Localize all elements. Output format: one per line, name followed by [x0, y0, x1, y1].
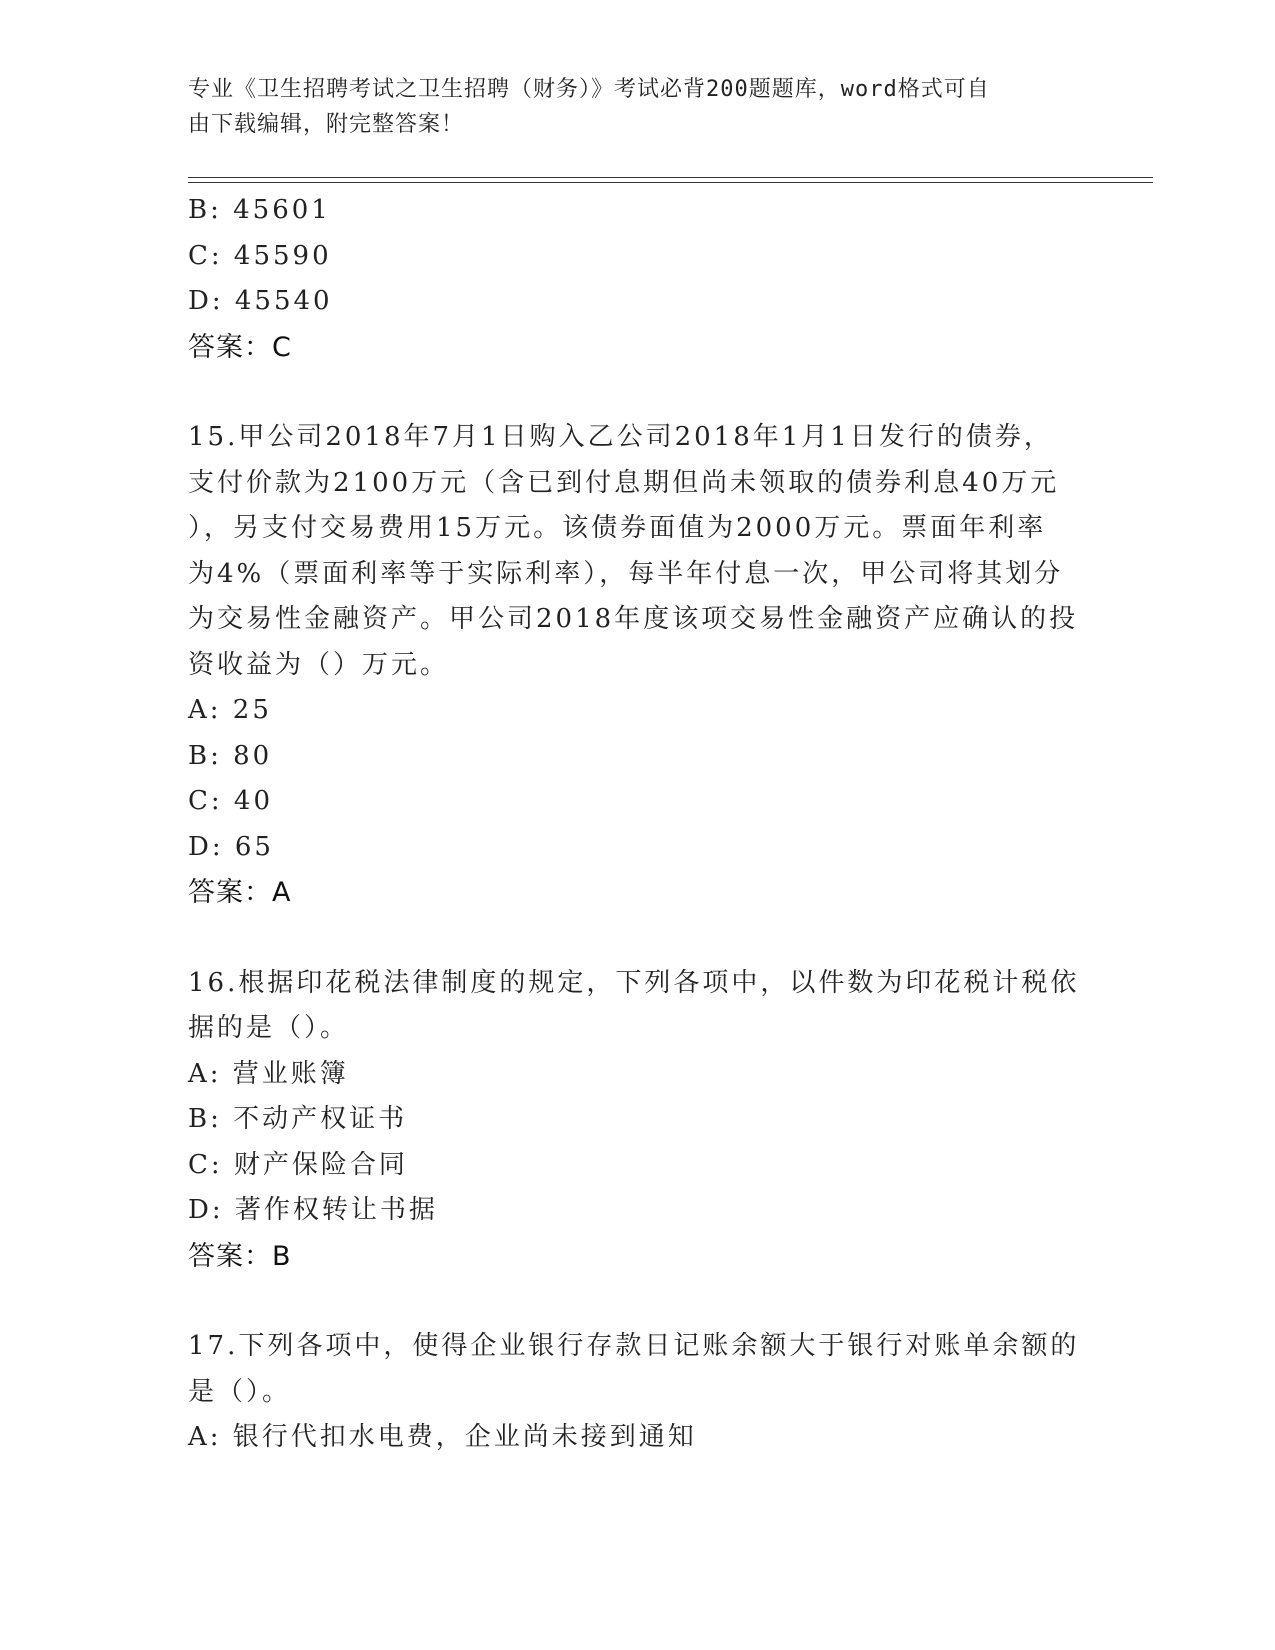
question-text-line: 支付价款为2100万元（含已到付息期但尚未领取的债券利息40万元 [188, 467, 1060, 498]
answer-line: 答案：B [188, 1240, 292, 1272]
question-16 [188, 961, 1088, 1280]
question-17 [188, 1324, 1088, 1461]
option-d: D: 65 [188, 831, 274, 862]
question-text-line: 16.根据印花税法律制度的规定，下列各项中，以件数为印花税计税依 [188, 967, 1080, 998]
question-text-line: 17.下列各项中，使得企业银行存款日记账余额大于银行对账单余额的 [188, 1331, 1080, 1361]
document-header [188, 72, 1088, 142]
answer-line: 答案：A [188, 877, 292, 908]
option-b: B: 45601 [188, 195, 331, 225]
option-b: B: 不动产权证书 [188, 1104, 408, 1134]
option-c: C: 40 [188, 786, 274, 816]
option-c: C: 45590 [188, 240, 332, 271]
question-text-line: 为交易性金融资产。甲公司2018年度该项交易性金融资产应确认的投 [188, 604, 1079, 634]
option-d: D: 45540 [188, 286, 333, 316]
question-text-line: 是（）。 [188, 1376, 292, 1407]
header-divider-top [188, 177, 1153, 178]
question-text-line: 资收益为（）万元。 [188, 649, 450, 680]
option-a: A: 银行代扣水电费，企业尚未接到通知 [188, 1422, 697, 1452]
option-c: C: 财产保险合同 [188, 1149, 408, 1180]
question-15 [188, 415, 1088, 916]
option-a: A: 25 [188, 695, 272, 725]
option-a: A: 营业账簿 [188, 1058, 349, 1089]
question-text-line: ），另支付交易费用15万元。该债券面值为2000万元。票面年利率 [188, 513, 1047, 543]
question-text-line: 为4%（票面利率等于实际利率），每半年付息一次，甲公司将其划分 [188, 558, 1064, 589]
prev-question [188, 188, 1088, 370]
question-text-line: 据的是（）。 [188, 1013, 350, 1043]
option-d: D: 著作权转让书据 [188, 1195, 438, 1225]
option-b: B: 80 [188, 740, 273, 771]
question-text-line: 15.甲公司2018年7月1日购入乙公司2018年1月1日发行的债券， [188, 422, 1053, 452]
header-divider-bottom [188, 182, 1153, 183]
header-line-1: 专业《卫生招聘考试之卫生招聘（财务）》考试必背200题题库，word格式可自 [188, 77, 990, 102]
question-content [188, 188, 1088, 1461]
header-line-2: 由下载编辑，附完整答案！ [188, 112, 465, 137]
answer-line: 答案：C [188, 331, 292, 363]
